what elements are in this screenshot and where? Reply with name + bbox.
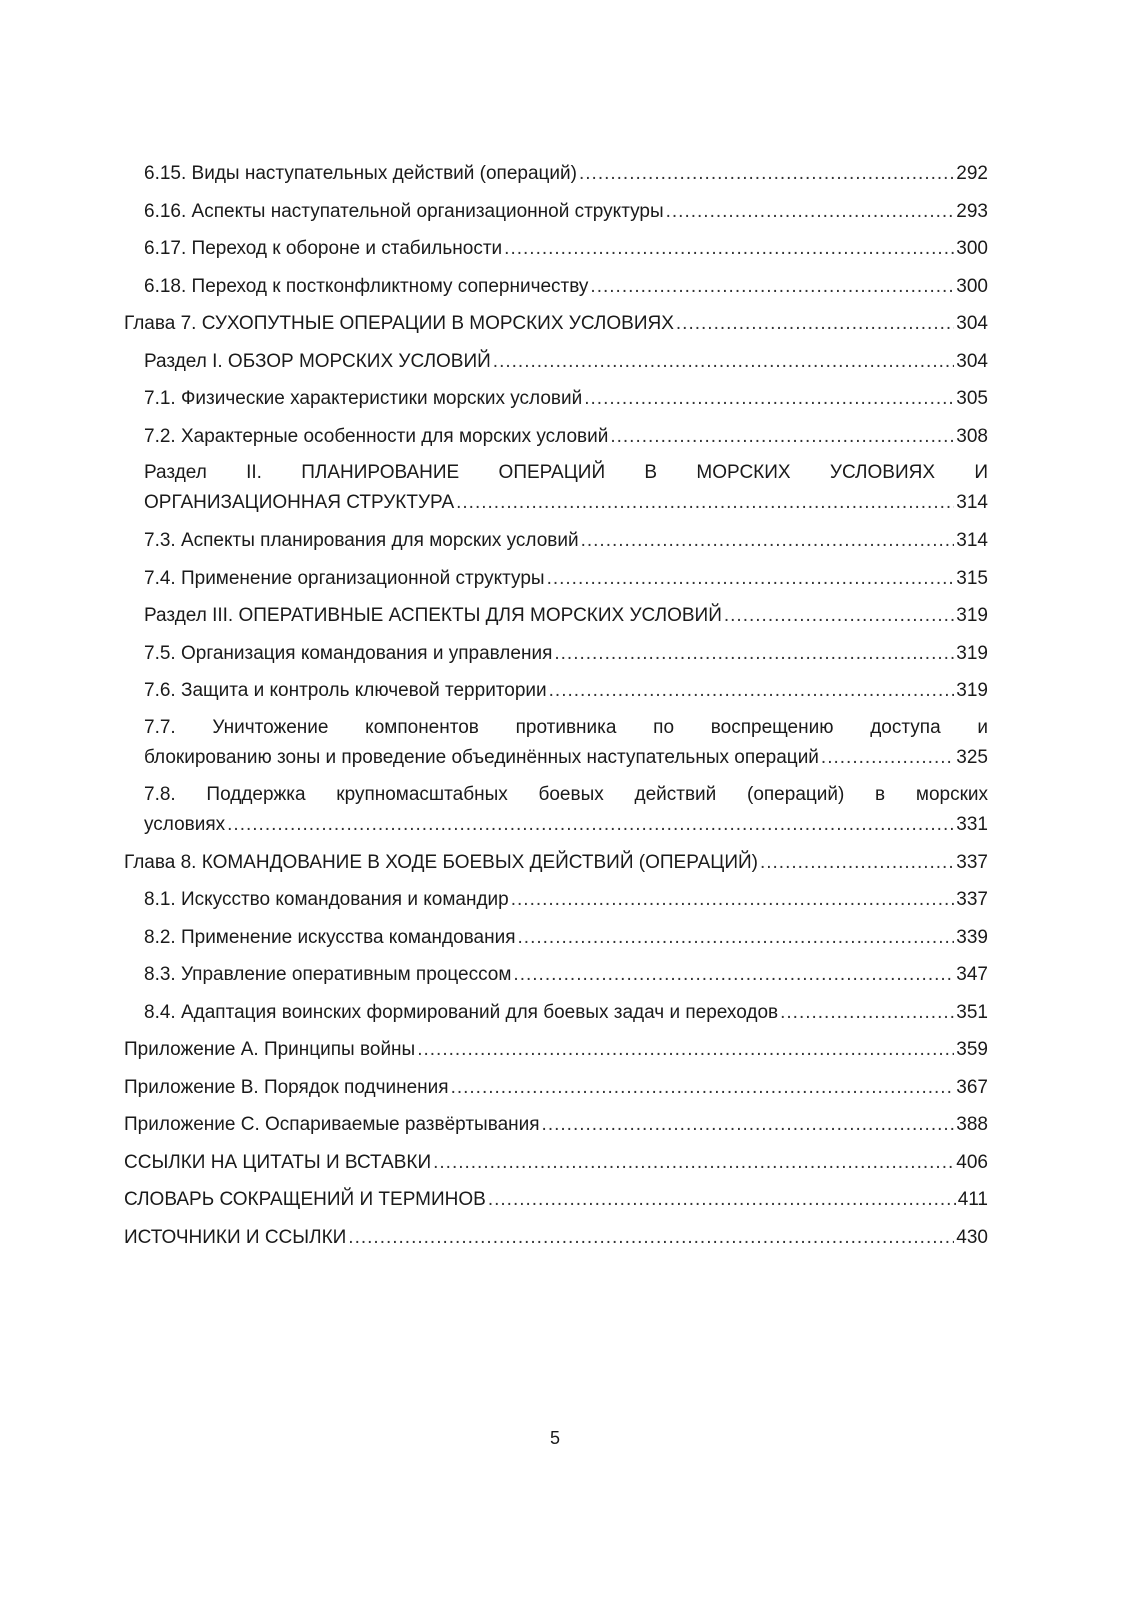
dot-leader	[821, 743, 954, 773]
toc-entry-page: 337	[956, 851, 988, 873]
dot-leader	[610, 418, 954, 456]
dot-leader	[584, 380, 954, 418]
dot-leader	[227, 810, 954, 840]
dot-leader	[511, 881, 955, 919]
dot-leader	[579, 155, 954, 193]
toc-entry-page: 300	[956, 275, 988, 297]
toc-entry-page: 337	[956, 889, 988, 910]
toc-section-entry[interactable]	[124, 522, 988, 560]
toc-entry-title: Раздел III. ОПЕРАТИВНЫЕ АСПЕКТЫ ДЛЯ МОРСКИХ УСЛОВИЙ	[144, 605, 722, 626]
toc-entry-title: Глава 7. СУХОПУТНЫЕ ОПЕРАЦИИ В МОРСКИХ УСЛОВИЯХ	[124, 313, 674, 334]
toc-section-entry[interactable]	[124, 919, 988, 957]
toc-section-entry[interactable]	[124, 994, 988, 1032]
table-of-contents	[124, 155, 988, 1256]
toc-entry-title-line1: Раздел II. ПЛАНИРОВАНИЕ ОПЕРАЦИЙ В МОРСКИХ УСЛОВИЯХ И	[144, 462, 988, 483]
toc-section-entry[interactable]	[124, 560, 988, 598]
dot-leader	[554, 635, 954, 673]
toc-entry-title: Раздел I. ОБЗОР МОРСКИХ УСЛОВИЙ	[144, 350, 491, 372]
dot-leader	[513, 956, 954, 994]
toc-chapter-entry[interactable]	[124, 1181, 988, 1219]
toc-entry-page: 304	[956, 313, 988, 334]
toc-entry-title-line1: 7.8. Поддержка крупномасштабных боевых действий (операций) в морских	[144, 783, 988, 805]
toc-entry-page: 300	[956, 238, 988, 259]
toc-entry-page: 388	[956, 1114, 988, 1135]
toc-entry-title: Приложение С. Оспариваемые развёртывания	[124, 1114, 540, 1135]
toc-entry-title: 7.5. Организация командования и управления	[144, 642, 553, 664]
dot-leader	[518, 919, 955, 957]
toc-section-entry[interactable]	[124, 881, 988, 919]
toc-entry-title: условиях	[144, 813, 226, 835]
toc-entry-title: ИСТОЧНИКИ И ССЫЛКИ	[124, 1226, 347, 1248]
toc-section-entry[interactable]	[124, 777, 988, 844]
dot-leader	[666, 193, 955, 231]
toc-entry-title: 7.4. Применение организационной структуры	[144, 567, 545, 589]
dot-leader	[451, 1069, 955, 1107]
toc-entry-title: 8.1. Искусство командования и командир	[144, 889, 509, 910]
toc-entry-page: 293	[956, 200, 988, 222]
toc-entry-title: ОРГАНИЗАЦИОННАЯ СТРУКТУРА	[144, 492, 455, 513]
toc-entry-page: 314	[956, 530, 988, 551]
toc-entry-title: СЛОВАРЬ СОКРАЩЕНИЙ И ТЕРМИНОВ	[124, 1189, 486, 1210]
dot-leader	[456, 488, 954, 518]
dot-leader	[780, 994, 954, 1032]
toc-entry-title: Глава 8. КОМАНДОВАНИЕ В ХОДЕ БОЕВЫХ ДЕЙСТВИЙ (ОПЕРАЦИЙ)	[124, 851, 758, 873]
toc-chapter-entry[interactable]	[124, 1144, 988, 1182]
toc-section-entry[interactable]	[124, 343, 988, 381]
dot-leader	[488, 1181, 956, 1219]
toc-entry-page: 319	[956, 605, 988, 626]
toc-entry-page: 308	[956, 425, 988, 447]
toc-entry-page: 406	[956, 1151, 988, 1173]
dot-leader	[724, 597, 954, 635]
dot-leader	[590, 268, 954, 306]
dot-leader	[348, 1219, 954, 1257]
toc-section-entry[interactable]	[124, 193, 988, 231]
toc-entry-title: 6.18. Переход к постконфликтному соперничеству	[144, 275, 589, 297]
toc-entry-page: 351	[956, 1001, 988, 1023]
toc-chapter-entry[interactable]	[124, 844, 988, 882]
toc-entry-title: 7.1. Физические характеристики морских условий	[144, 388, 583, 409]
dot-leader	[542, 1106, 955, 1144]
toc-section-entry[interactable]	[124, 597, 988, 635]
toc-entry-page: 315	[956, 567, 988, 589]
toc-entry-title: 6.17. Переход к обороне и стабильности	[144, 238, 503, 259]
toc-entry-page: 304	[956, 350, 988, 372]
toc-chapter-entry[interactable]	[124, 1031, 988, 1069]
toc-chapter-entry[interactable]	[124, 1069, 988, 1107]
toc-section-entry[interactable]	[124, 710, 988, 777]
toc-chapter-entry[interactable]	[124, 1106, 988, 1144]
toc-entry-title: Приложение В. Порядок подчинения	[124, 1076, 449, 1098]
dot-leader	[493, 343, 955, 381]
toc-entry-title: 7.3. Аспекты планирования для морских условий	[144, 530, 579, 551]
toc-section-entry[interactable]	[124, 672, 988, 710]
toc-section-entry[interactable]	[124, 230, 988, 268]
toc-chapter-entry[interactable]	[124, 1219, 988, 1257]
toc-entry-page: 292	[956, 163, 988, 184]
toc-entry-page: 411	[957, 1189, 988, 1210]
toc-entry-page: 347	[956, 964, 988, 985]
dot-leader	[547, 560, 955, 598]
toc-entry-title: 8.2. Применение искусства командования	[144, 926, 516, 948]
toc-entry-page: 319	[956, 642, 988, 664]
toc-entry-page: 325	[956, 746, 988, 768]
toc-section-entry[interactable]	[124, 155, 988, 193]
toc-section-entry[interactable]	[124, 455, 988, 522]
dot-leader	[417, 1031, 954, 1069]
dot-leader	[760, 844, 954, 882]
page-number: 5	[549, 1428, 560, 1448]
toc-section-entry[interactable]	[124, 956, 988, 994]
toc-entry-title: 6.15. Виды наступательных действий (операций)	[144, 163, 577, 184]
dot-leader	[581, 522, 955, 560]
toc-entry-page: 430	[956, 1226, 988, 1248]
toc-entry-title: Приложение А. Принципы войны	[124, 1039, 416, 1060]
toc-entry-title: 7.6. Защита и контроль ключевой территории	[144, 680, 547, 701]
toc-entry-page: 305	[956, 388, 988, 409]
toc-section-entry[interactable]	[124, 635, 988, 673]
dot-leader	[676, 305, 954, 343]
toc-entry-page: 367	[956, 1076, 988, 1098]
toc-entry-title: блокированию зоны и проведение объединённых наступательных операций	[144, 746, 819, 768]
toc-entry-page: 359	[956, 1039, 988, 1060]
toc-section-entry[interactable]	[124, 418, 988, 456]
dot-leader	[433, 1144, 954, 1182]
toc-entry-page: 319	[956, 680, 988, 701]
toc-entry-page: 331	[956, 813, 988, 835]
toc-section-entry[interactable]	[124, 268, 988, 306]
toc-entry-title: ССЫЛКИ НА ЦИТАТЫ И ВСТАВКИ	[124, 1151, 432, 1173]
toc-entry-title: 8.3. Управление оперативным процессом	[144, 964, 512, 985]
toc-chapter-entry[interactable]	[124, 305, 988, 343]
toc-section-entry[interactable]	[124, 380, 988, 418]
dot-leader	[504, 230, 954, 268]
toc-entry-title: 8.4. Адаптация воинских формирований для боевых задач и переходов	[144, 1001, 779, 1023]
toc-entry-title: 6.16. Аспекты наступательной организационной структуры	[144, 200, 664, 222]
toc-entry-page: 339	[956, 926, 988, 948]
toc-entry-page: 314	[956, 492, 988, 513]
toc-entry-title: 7.2. Характерные особенности для морских условий	[144, 425, 609, 447]
toc-entry-title-line1: 7.7. Уничтожение компонентов противника по воспрещению доступа и	[144, 716, 988, 738]
dot-leader	[549, 672, 955, 710]
